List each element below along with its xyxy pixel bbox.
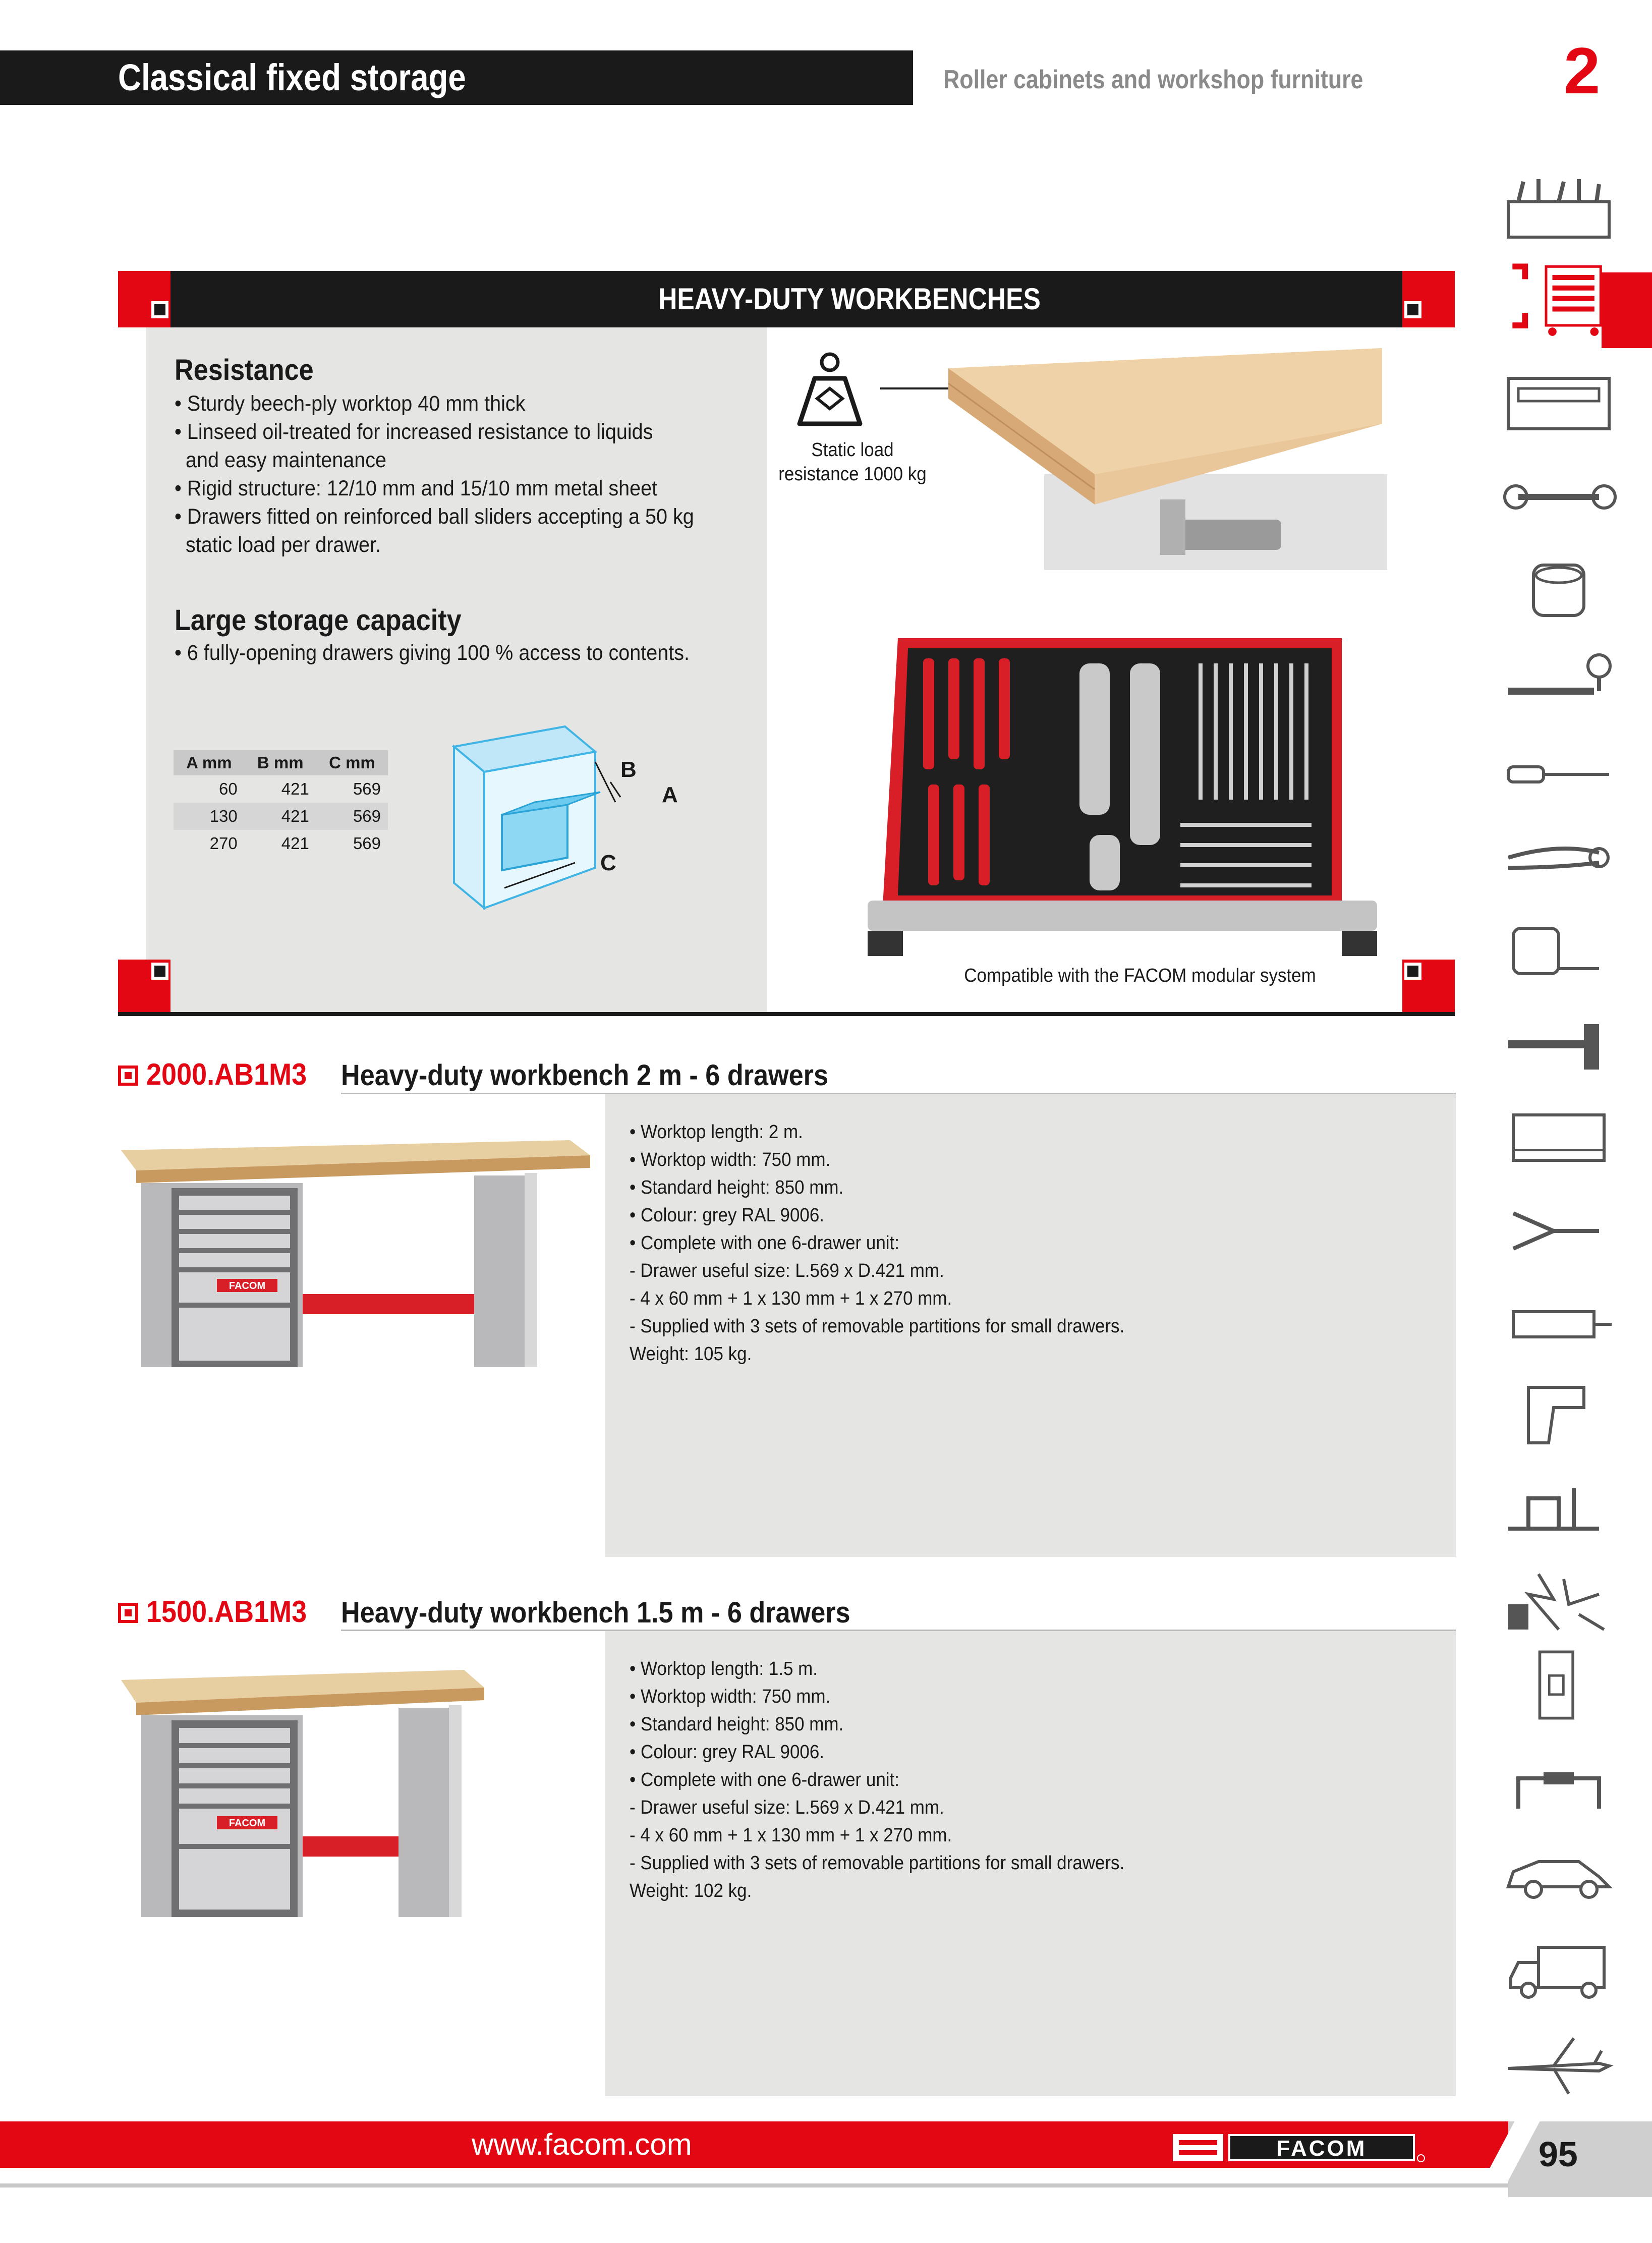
corner-mark (1402, 960, 1455, 1012)
hammer-icon[interactable] (1498, 1009, 1619, 1085)
table-cell: 569 (353, 834, 381, 853)
page-number: 95 (1539, 2135, 1578, 2174)
hacksaw-icon[interactable] (1498, 1100, 1619, 1175)
spec-item: • Colour: grey RAL 9006. (630, 1205, 824, 1226)
safety-spark-icon[interactable] (1498, 1564, 1619, 1640)
spec-list (630, 1118, 1168, 1368)
drawer-dimensions-table (174, 750, 388, 857)
screwdriver-icon[interactable] (1498, 737, 1619, 812)
resistance-bullet: • Drawers fitted on reinforced ball sliders accepting a 50 kg (175, 504, 694, 529)
socket-icon[interactable] (1498, 552, 1619, 628)
brand-label: FACOM (229, 1818, 266, 1829)
spec-item: • Colour: grey RAL 9006. (630, 1742, 824, 1763)
spec-item: • Standard height: 850 mm. (630, 1714, 844, 1735)
tool-tray-illustration (868, 633, 1377, 956)
circuit-breaker-icon[interactable] (1498, 1647, 1619, 1723)
table-cell: 270 (209, 834, 238, 853)
table-cell: 569 (316, 803, 388, 830)
table-header: A mm (174, 750, 245, 775)
workbench-2m-image (116, 1130, 595, 1382)
logo-text: FACOM (1276, 2136, 1367, 2161)
product-marker-icon (118, 1603, 138, 1623)
drawer-dimension-diagram (444, 706, 681, 918)
chapter-number: 2 (1564, 34, 1601, 107)
spec-item: - Supplied with 3 sets of removable partitions for small drawers. (630, 1316, 1125, 1337)
section-title: HEAVY-DUTY WORKBENCHES (658, 282, 1041, 316)
corner-mark (118, 271, 170, 327)
page-subtitle: Roller cabinets and workshop furniture (943, 65, 1363, 94)
spec-item: - Drawer useful size: L.569 x D.421 mm. (630, 1260, 944, 1281)
caption-line: Static load (811, 439, 894, 461)
spec-item: • Complete with one 6-drawer unit: (630, 1232, 899, 1254)
table-cell: 130 (174, 803, 245, 830)
spec-item: • Standard height: 850 mm. (630, 1177, 844, 1198)
static-load-caption (769, 438, 936, 486)
page-title: Classical fixed storage (118, 57, 466, 98)
spec-item: • Worktop width: 750 mm. (630, 1149, 831, 1170)
impact-wrench-icon[interactable] (1498, 1372, 1619, 1448)
table-cell: 569 (353, 779, 381, 798)
car-icon[interactable] (1498, 1836, 1619, 1912)
footer-strip (0, 2183, 1508, 2188)
resistance-bullet: and easy maintenance (175, 448, 387, 472)
storage-bullet: • 6 fully-opening drawers giving 100 % access to contents. (175, 641, 690, 665)
vice-icon[interactable] (1498, 1468, 1619, 1544)
table-header: C mm (316, 750, 388, 775)
resistance-bullet: • Sturdy beech-ply worktop 40 mm thick (175, 391, 526, 416)
storage-heading: Large storage capacity (175, 604, 462, 637)
spec-item: - 4 x 60 mm + 1 x 130 mm + 1 x 270 mm. (630, 1288, 952, 1309)
storage-list (175, 639, 734, 667)
roller-cabinet-icon[interactable] (1498, 262, 1619, 338)
tape-measure-icon[interactable] (1498, 913, 1619, 989)
product-marker-icon (118, 1066, 138, 1086)
caption-line: resistance 1000 kg (778, 464, 927, 485)
multimeter-icon[interactable] (1498, 1286, 1619, 1362)
resistance-bullet: • Rigid structure: 12/10 mm and 15/10 mm metal sheet (175, 476, 658, 500)
product-spec-panel (605, 1094, 1456, 1557)
spec-list (630, 1655, 1168, 1905)
table-row (174, 775, 388, 803)
corner-mark (118, 960, 170, 1012)
resistance-bullet: static load per drawer. (175, 533, 381, 557)
table-header-row (174, 750, 388, 775)
facom-logo (1173, 2132, 1425, 2163)
dimension-label-a: A (662, 782, 678, 807)
resistance-bullet: • Linseed oil-treated for increased resistance to liquids (175, 420, 653, 444)
resistance-heading: Resistance (175, 354, 314, 386)
table-row (174, 803, 388, 830)
spec-item: - 4 x 60 mm + 1 x 130 mm + 1 x 270 mm. (630, 1825, 952, 1846)
brand-label: FACOM (229, 1280, 266, 1292)
ratchet-icon[interactable] (1498, 646, 1619, 721)
worktop-cutaway-illustration (948, 348, 1387, 570)
spec-item: Weight: 102 kg. (630, 1880, 752, 1901)
pliers-icon[interactable] (1498, 822, 1619, 898)
van-icon[interactable] (1498, 1932, 1619, 2008)
spec-item: - Drawer useful size: L.569 x D.421 mm. (630, 1797, 944, 1818)
spec-item: • Complete with one 6-drawer unit: (630, 1769, 899, 1790)
website-link[interactable]: www.facom.com (472, 2127, 692, 2161)
table-cell: 421 (281, 834, 309, 853)
table-cell: 60 (218, 779, 238, 798)
table-header: B mm (245, 750, 316, 775)
section-divider (118, 1012, 1455, 1016)
product-spec-panel (605, 1631, 1456, 2096)
spec-item: Weight: 105 kg. (630, 1343, 752, 1365)
drawer-box-icon[interactable] (1498, 363, 1619, 439)
workbench-1500-image (116, 1660, 489, 1932)
dimension-label-c: C (600, 851, 616, 875)
spec-item: - Supplied with 3 sets of removable partitions for small drawers. (630, 1853, 1125, 1874)
product-reference: 2000.AB1M3 (146, 1057, 307, 1091)
puller-icon[interactable] (1498, 1193, 1619, 1269)
wrench-icon[interactable] (1498, 459, 1619, 535)
table-cell: 421 (245, 803, 316, 830)
toolbox-icon[interactable] (1498, 172, 1619, 247)
airplane-icon[interactable] (1498, 2028, 1619, 2104)
product-name: Heavy-duty workbench 1.5 m - 6 drawers (341, 1596, 850, 1629)
resistance-list (175, 389, 739, 559)
spec-item: • Worktop length: 2 m. (630, 1122, 803, 1143)
product-name: Heavy-duty workbench 2 m - 6 drawers (341, 1059, 829, 1092)
modular-system-caption: Compatible with the FACOM modular system (964, 965, 1316, 986)
table-cell: 421 (281, 779, 309, 798)
spec-item: • Worktop width: 750 mm. (630, 1686, 831, 1707)
dimension-label-b: B (620, 757, 637, 782)
table-row (174, 830, 388, 857)
product-reference: 1500.AB1M3 (146, 1595, 307, 1629)
handle-icon[interactable] (1498, 1748, 1619, 1824)
spec-item: • Worktop length: 1.5 m. (630, 1658, 818, 1679)
